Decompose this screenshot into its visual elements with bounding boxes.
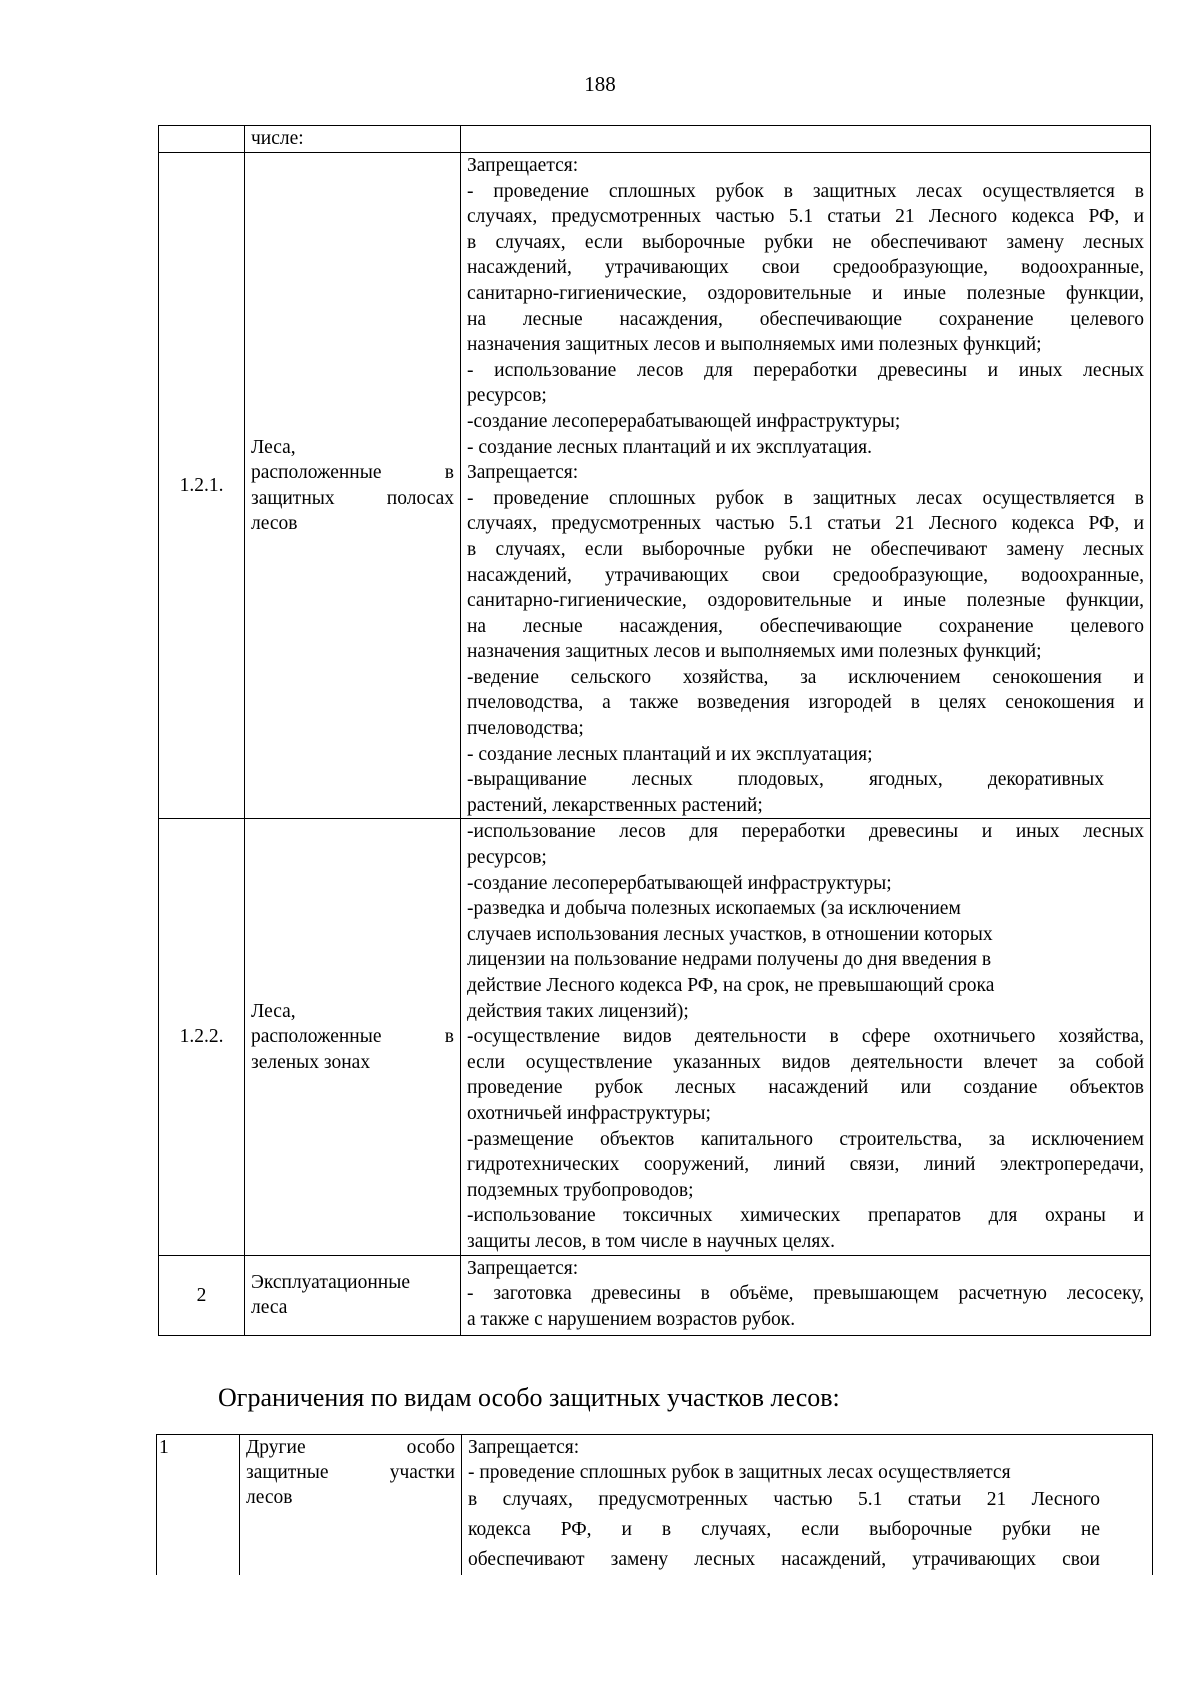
restriction-line: насаждений, утрачивающих свои средообразующие, водоохранные, [467,257,1144,279]
restriction-line: на лесные насаждения, обеспечивающие сохранение целевого [467,308,1144,330]
restriction-line: в случаях, если выборочные рубки не обеспечивают замену лесных [467,538,1144,560]
restriction-line: - проведение сплошных рубок в защитных лесах осуществляется в [467,487,1144,509]
restriction-line: Запрещается: [468,1437,580,1458]
section-heading: Ограничения по видам особо защитных участков лесов: [218,1383,840,1412]
restriction-line: пчеловодства, а также возведения изгородей в целях сенокошения и [467,692,1144,714]
restriction-line: проведение рубок лесных насаждений или создание объектов [467,1077,1144,1099]
restriction-line: охотничьей инфраструктуры; [467,1102,711,1124]
restriction-line: защиты лесов, в том числе в научных целях. [467,1230,835,1252]
restriction-line: ресурсов; [467,385,547,407]
restriction-line: Запрещается: [467,462,579,484]
restriction-line: - проведение сплошных рубок в защитных лесах осуществляется в [467,180,1144,202]
restriction-line: - использование лесов для переработки древесины и иных лесных [467,359,1144,381]
category-line: расположенные в [251,1026,454,1048]
restriction-line: пчеловодства; [467,718,584,740]
table-row [159,153,1151,819]
forest-category [245,819,461,1255]
restriction-line: а также с нарушением возрастов рубок. [467,1308,796,1330]
category-line: Другие особо [246,1437,455,1458]
table-row [159,819,1151,1255]
table-row [159,126,1151,153]
restriction-line: лицензии на пользование недрами получены до дня введения в [467,949,992,971]
restriction-line: -осуществление видов деятельности в сфере охотничьего хозяйства, [467,1026,1144,1048]
category-line: зеленых зонах [251,1051,371,1073]
restriction-line: если осуществление указанных видов деятельности влечет за собой [467,1051,1144,1073]
restriction-line: санитарно-гигиенические, оздоровительные и иные полезные функции, [467,590,1144,612]
row-number: 1 [157,1435,240,1576]
restriction-line: назначения защитных лесов и выполняемых ими полезных функций; [467,641,1042,663]
restriction-line: Запрещается: [467,1257,579,1279]
restriction-line: кодекса РФ, и в случаях, если выборочные рубки не [468,1519,1100,1540]
row-number: 2 [159,1255,245,1336]
row-number [159,126,245,153]
restriction-line: - создание лесных плантаций и их эксплуатация; [467,743,873,765]
restriction-line: подземных трубопроводов; [467,1179,694,1201]
row-number: 1.2.2. [159,819,245,1255]
restriction-line: -использование лесов для переработки древесины и иных лесных [467,821,1144,843]
restriction-line: случаях, предусмотренных частью 5.1 статьи 21 Лесного кодекса РФ, и [467,206,1144,228]
restriction-line: действие Лесного кодекса РФ, на срок, не превышающий срока [467,975,995,996]
restriction-line: - создание лесных плантаций и их эксплуатация. [467,436,872,458]
table-row [157,1435,1153,1576]
restriction-line: гидротехнических сооружений, линий связи, линий электропередачи, [467,1154,1144,1176]
restriction-line: насаждений, утрачивающих свои средообразующие, водоохранные, [467,564,1144,586]
restriction-line: -размещение объектов капитального строительства, за исключением [467,1128,1144,1150]
category-line: Леса, [251,1000,296,1022]
category-line: Эксплуатационные [251,1271,410,1293]
category-line: леса [251,1297,288,1319]
category-line: лесов [246,1487,293,1508]
restriction-text [461,819,1151,1255]
restriction-line: -разведка и добыча полезных ископаемых (за исключением [467,898,961,920]
restriction-line: -выращивание лесных плодовых, ягодных, декоративных [467,769,1104,791]
page-number: 188 [584,72,616,96]
restriction-line: растений, лекарственных растений; [467,794,763,816]
restriction-text [461,153,1151,819]
restriction-line: обеспечивают замену лесных насаждений, утрачивающих свои [468,1549,1100,1570]
restriction-text [462,1435,1153,1576]
row-number: 1.2.1. [159,153,245,819]
restriction-line: действия таких лицензий); [467,1000,689,1022]
restriction-line: в случаях, предусмотренных частью 5.1 статьи 21 Лесного [468,1489,1100,1510]
restriction-line: -использование токсичных химических препаратов для охраны и [467,1205,1144,1227]
category-line: расположенные в [251,462,454,484]
table-row [159,1255,1151,1336]
restriction-line: санитарно-гигиенические, оздоровительные и иные полезные функции, [467,282,1144,304]
restrictions-table [158,125,1151,1336]
restriction-line: назначения защитных лесов и выполняемых ими полезных функций; [467,334,1042,356]
restriction-text [461,1255,1151,1336]
category-line: защитных полосах [251,487,454,509]
forest-category [245,153,461,819]
category-line: Леса, [251,436,296,458]
restriction-line: - заготовка древесины в объёме, превышающем расчетную лесосеку, [467,1283,1144,1305]
restriction-line: на лесные насаждения, обеспечивающие сохранение целевого [467,615,1144,637]
special-areas-table [156,1434,1153,1575]
forest-category [245,1255,461,1336]
restriction-line: -ведение сельского хозяйства, за исключением сенокошения и [467,666,1144,688]
restriction-line: в случаях, если выборочные рубки не обеспечивают замену лесных [467,231,1144,253]
restriction-line: случаев использования лесных участков, в отношении которых [467,923,993,945]
restriction-line: -создание лесоперерабатывающей инфраструктуры; [467,410,901,432]
forest-category: числе: [245,126,461,153]
restriction-line: - проведение сплошных рубок в защитных лесах осуществляется [468,1462,1011,1483]
restriction-text [461,126,1151,153]
restriction-line: ресурсов; [467,847,547,869]
restriction-line: -создание лесоперербатывающей инфраструктуры; [467,872,892,894]
category-line: лесов [251,513,298,535]
area-category [240,1435,462,1576]
restriction-line: случаях, предусмотренных частью 5.1 статьи 21 Лесного кодекса РФ, и [467,513,1144,535]
category-line: защитные участки [246,1462,455,1483]
restriction-line: Запрещается: [467,155,579,176]
